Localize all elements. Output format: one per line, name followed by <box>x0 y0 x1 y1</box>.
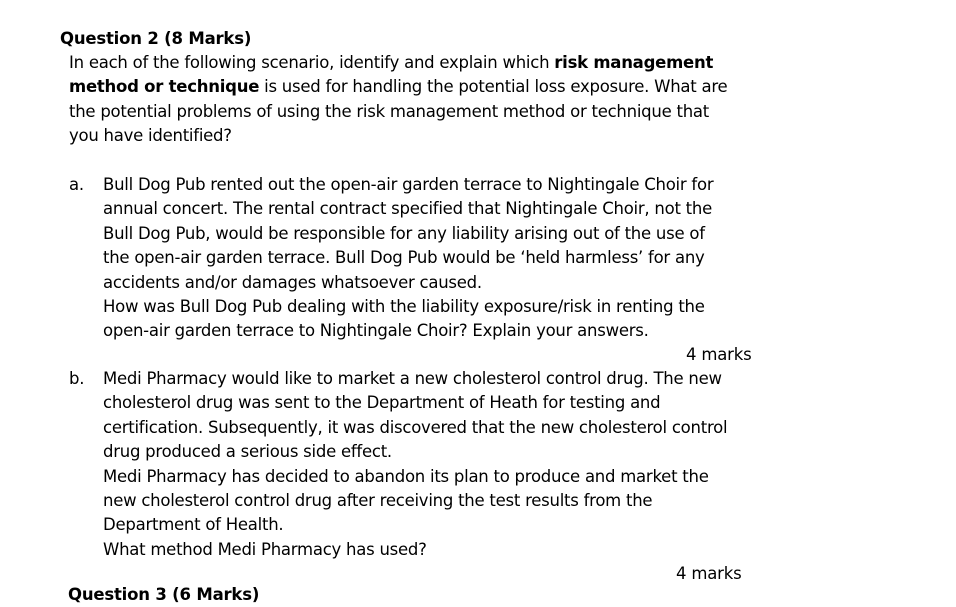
part-a-question-line: open-air garden terrace to Nightingale Choir? Explain your answers. <box>103 321 649 341</box>
part-b-scenario <box>103 367 783 562</box>
instruction-emphasis: method or technique <box>69 77 260 97</box>
part-b-line: Medi Pharmacy has decided to abandon its plan to produce and market the <box>103 466 709 486</box>
part-b-line: cholesterol drug was sent to the Department of Heath for testing and <box>103 393 661 413</box>
part-a-question-line: How was Bull Dog Pub dealing with the liability exposure/risk in renting the <box>103 297 705 317</box>
part-b-line: Medi Pharmacy would like to market a new cholesterol control drug. The new <box>103 369 722 388</box>
part-a-line: Bull Dog Pub, would be responsible for any liability arising out of the use of <box>103 223 705 243</box>
part-b-line: certification. Subsequently, it was discovered that the new cholesterol control <box>103 417 728 437</box>
instruction-line-1 <box>69 51 749 75</box>
part-a-scenario <box>103 173 783 344</box>
question-3-title: Question 3 (6 Marks) <box>68 585 260 604</box>
part-a-line: annual concert. The rental contract specified that Nightingale Choir, not the <box>103 199 713 219</box>
part-b-line: drug produced a serious side effect. <box>103 442 392 462</box>
question-2-instructions <box>69 51 749 149</box>
instruction-text: In each of the following scenario, identify and explain which <box>69 53 555 72</box>
question-2-title: Question 2 (8 Marks) <box>60 29 252 48</box>
instruction-emphasis: risk management <box>554 53 714 72</box>
instruction-line-4: you have identified? <box>69 126 232 146</box>
instruction-line-3: the potential problems of using the risk management method or technique that <box>69 101 710 121</box>
part-a-line: the open-air garden terrace. Bull Dog Pub would be ‘held harmless’ for any <box>103 248 705 268</box>
instruction-text: is used for handling the potential loss exposure. What are <box>259 77 728 97</box>
instruction-line-2 <box>69 75 749 99</box>
part-b-marks: 4 marks <box>676 564 742 583</box>
part-a-line: accidents and/or damages whatsoever caused. <box>103 272 482 292</box>
part-a-line: Bull Dog Pub rented out the open-air garden terrace to Nightingale Choir for <box>103 175 714 194</box>
part-b-marker: b. <box>69 369 85 388</box>
part-b-line: new cholesterol control drug after receiving the test results from the <box>103 491 653 511</box>
part-a-marker: a. <box>69 175 84 194</box>
part-b-question-line: What method Medi Pharmacy has used? <box>103 539 427 559</box>
part-b-line: Department of Health. <box>103 515 284 535</box>
part-a-marks: 4 marks <box>686 345 752 364</box>
